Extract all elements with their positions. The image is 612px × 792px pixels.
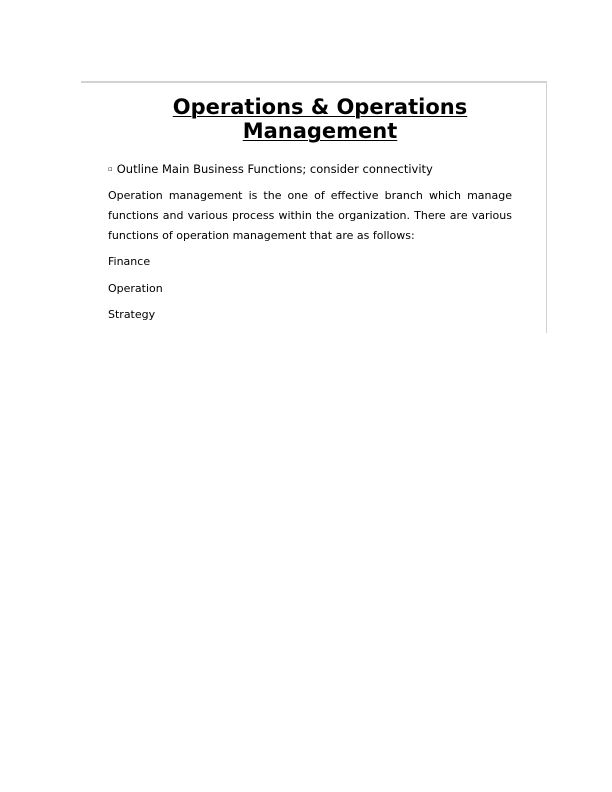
- function-item-finance: Finance: [108, 255, 151, 268]
- bullet-text: Outline Main Business Functions; consider connectivity: [116, 162, 433, 176]
- bullet-square-icon: ▫: [108, 165, 113, 173]
- document-title: Operations & Operations Management: [172, 95, 468, 143]
- body-paragraph: Operation management is the one of effective branch which manage functions and various process within the organization. There are various functions of operation management that are as follows:: [108, 189, 512, 242]
- bullet-point: [108, 162, 433, 177]
- function-item-operation: Operation: [108, 282, 163, 295]
- function-item-strategy: Strategy: [108, 308, 156, 321]
